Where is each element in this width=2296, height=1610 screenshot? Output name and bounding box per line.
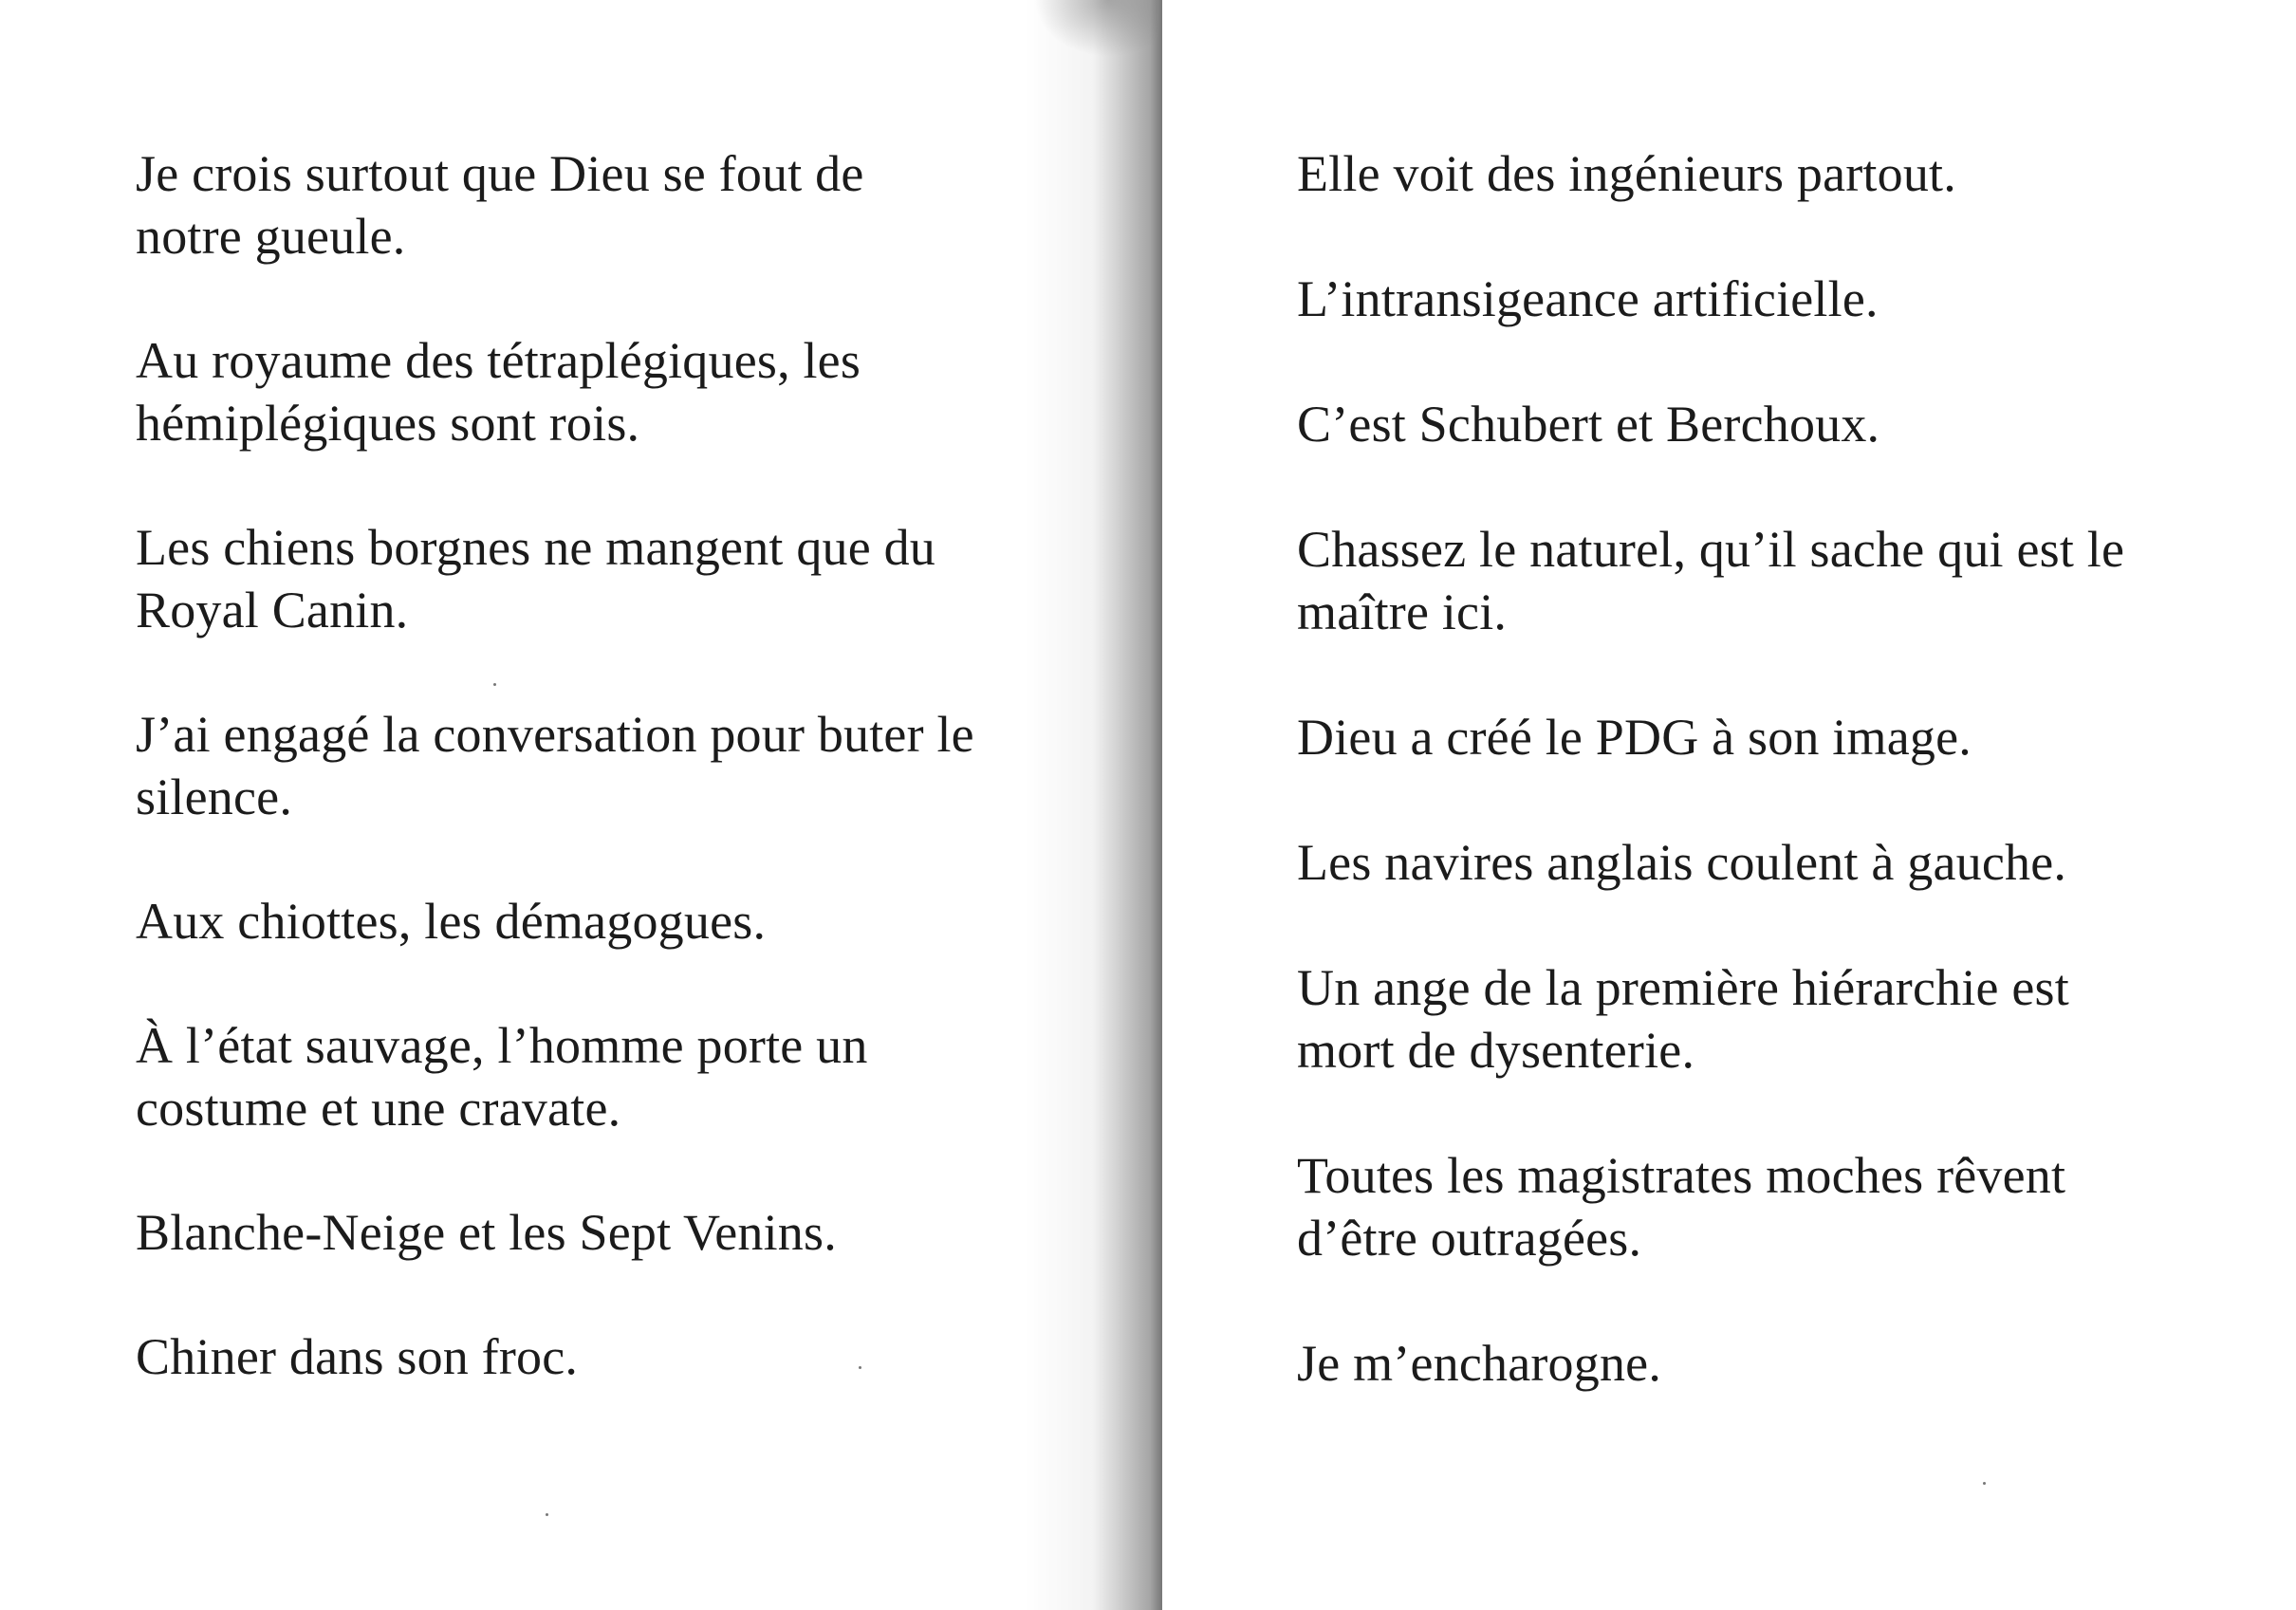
right-aphorism-list: [1297, 142, 2255, 1457]
aphorism: Chassez le naturel, qu’il sache qui est le maître ici.: [1297, 521, 2125, 640]
aphorism: Les chiens borgnes ne mangent que du Royal Canin.: [136, 519, 935, 638]
aphorism: Blanche-Neige et les Sept Venins.: [136, 1204, 837, 1261]
gutter-smudge: [1034, 0, 1157, 57]
aphorism: J’ai engagé la conversation pour buter le silence.: [136, 706, 974, 825]
paper-speck: [546, 1513, 548, 1516]
aphorism: Un ange de la première hiérarchie est mort de dysenterie.: [1297, 959, 2069, 1079]
aphorism: Chiner dans son froc.: [136, 1328, 579, 1385]
aphorism: Je m’encharogne.: [1297, 1335, 1662, 1392]
aphorism: Elle voit des ingénieurs partout.: [1297, 145, 1956, 202]
aphorism: Dieu a créé le PDG à son image.: [1297, 709, 1972, 766]
aphorism: À l’état sauvage, l’homme porte un costume et une cravate.: [136, 1017, 868, 1137]
paper-speck: [859, 1366, 861, 1369]
paper-speck: [1983, 1482, 1986, 1485]
aphorism: Je crois surtout que Dieu se fout de notre gueule.: [136, 145, 864, 265]
aphorism: L’intransigeance artificielle.: [1297, 270, 1879, 327]
aphorism: C’est Schubert et Berchoux.: [1297, 396, 1880, 453]
right-page: [1162, 0, 2296, 1610]
paper-speck: [493, 683, 496, 686]
aphorism: Toutes les magistrates moches rêvent d’être outragées.: [1297, 1147, 2066, 1267]
aphorism: Aux chiottes, les démagogues.: [136, 893, 767, 950]
left-page: [0, 0, 1139, 1610]
left-aphorism-list: [136, 142, 1028, 1450]
aphorism: Les navires anglais coulent à gauche.: [1297, 834, 2067, 891]
aphorism: Au royaume des tétraplégiques, les hémiplégiques sont rois.: [136, 332, 861, 452]
